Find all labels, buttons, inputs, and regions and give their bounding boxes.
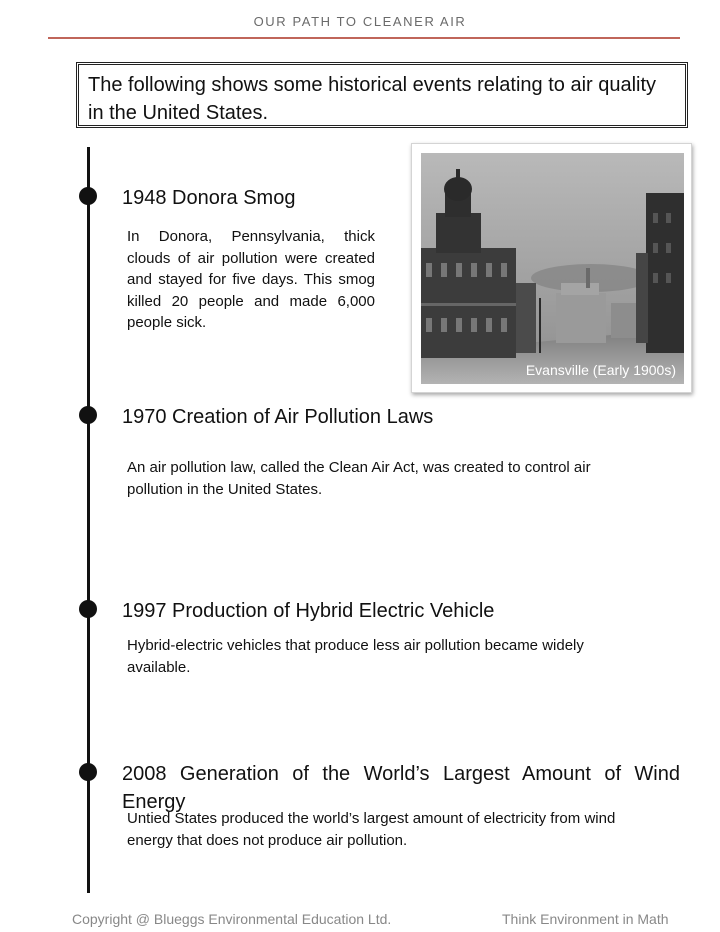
page-header: OUR PATH TO CLEANER AIR (253, 14, 467, 29)
timeline-dot (79, 763, 97, 781)
event-description: In Donora, Pennsylvania, thick clouds of air pollution were created and stayed for five days. This smog killed 20 people and made 6,000 people sick. (127, 228, 375, 331)
photo-frame (411, 143, 692, 393)
footer-copyright: Copyright @ Blueggs Environmental Education Ltd. (72, 911, 392, 927)
event-description: An air pollution law, called the Clean Air Act, was created to control air pollution in the United States. (127, 459, 591, 498)
timeline-dot (79, 600, 97, 618)
footer-tagline: Think Environment in Math (502, 911, 669, 927)
timeline-dot (79, 406, 97, 424)
event-title: 1948 Donora Smog (122, 187, 296, 209)
timeline-line (87, 147, 90, 893)
event-description: Hybrid-electric vehicles that produce less air pollution became widely available. (127, 637, 584, 676)
header-divider (48, 37, 680, 39)
event-description: Untied States produced the world’s largest amount of electricity from wind energy that does not produce air pollution. (127, 810, 616, 849)
event-title: 2008 Generation of the World’s Largest Amount of Wind Energy (122, 763, 680, 813)
evansville-photo (421, 153, 684, 384)
intro-box: The following shows some historical events relating to air quality in the United States. (76, 62, 688, 128)
event-title: 1970 Creation of Air Pollution Laws (122, 406, 434, 428)
photo-caption: Evansville (Early 1900s) (525, 362, 676, 378)
city-street-illustration (421, 153, 684, 384)
event-title: 1997 Production of Hybrid Electric Vehicle (122, 600, 495, 622)
timeline-dot (79, 187, 97, 205)
